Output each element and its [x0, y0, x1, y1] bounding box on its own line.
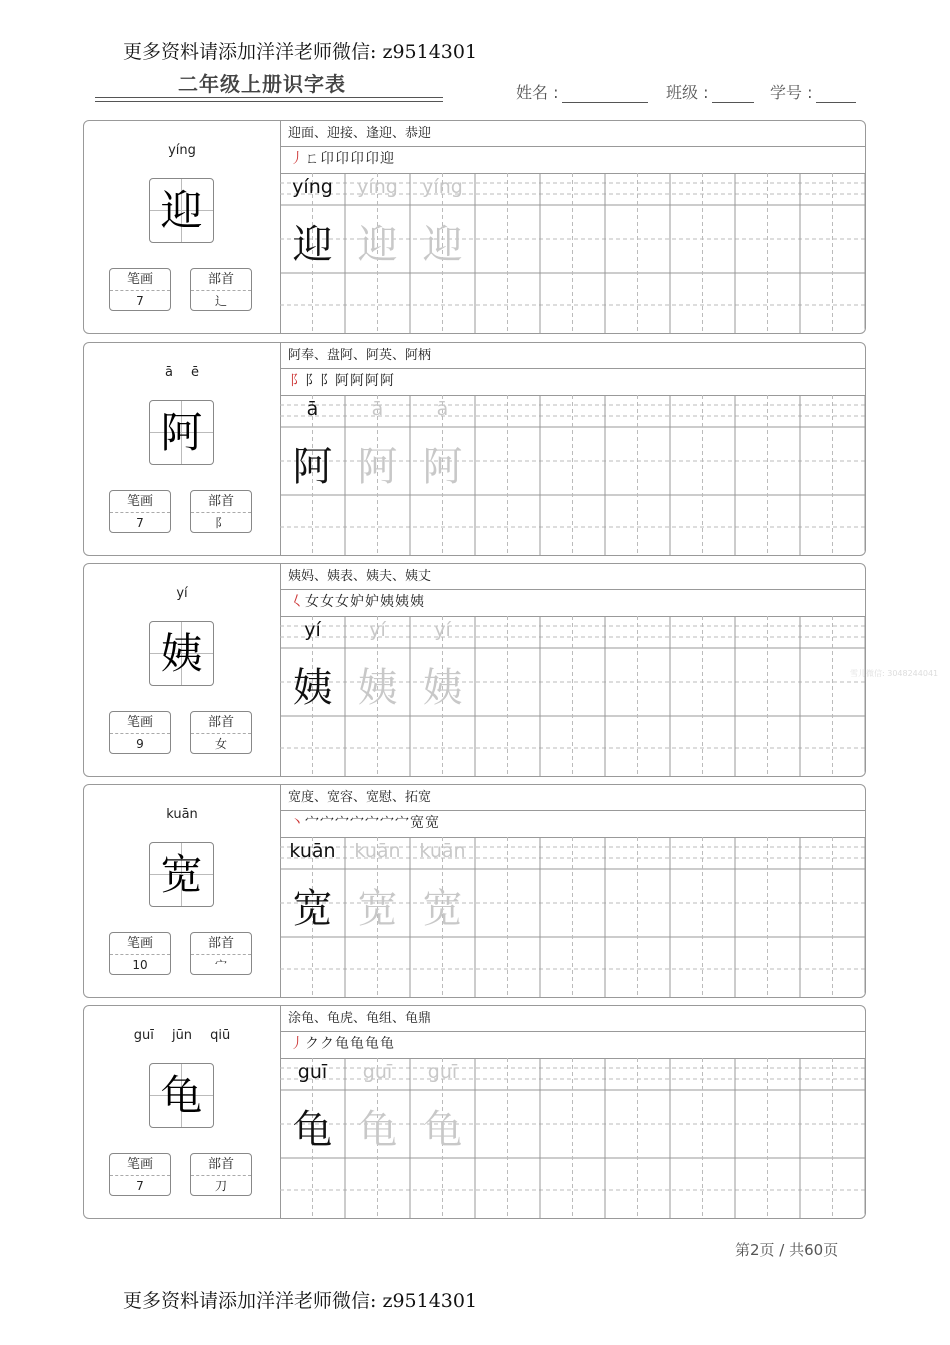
stroke-step: 卬	[365, 151, 380, 167]
stroke-count-label: 笔画	[110, 712, 170, 734]
practice-pinyin: guī	[297, 1061, 328, 1083]
char-display-box	[149, 621, 214, 686]
stroke-step: 龟	[350, 1036, 365, 1052]
stroke-step: 宽	[425, 815, 440, 831]
stroke-step: ク	[320, 1036, 335, 1052]
stroke-step: 姨	[380, 594, 395, 610]
stroke-step: 阿	[365, 373, 380, 389]
practice-pinyin: ā	[436, 398, 449, 420]
char-pinyin: yíng	[168, 143, 196, 158]
stroke-step: ㄈ	[305, 151, 320, 167]
character-card	[83, 342, 866, 556]
stroke-step: 宀	[305, 815, 320, 831]
stroke-step: 女	[305, 594, 320, 610]
practice-char-trace: 龟	[422, 1107, 463, 1153]
stroke-step: 阝	[290, 373, 305, 389]
example-words: 阿奉、盘阿、阿英、阿柄	[280, 343, 865, 369]
stroke-step: 龟	[380, 1036, 395, 1052]
char-pinyin: kuān	[166, 807, 198, 822]
radical-box	[190, 711, 252, 754]
practice-char-model: 龟	[292, 1107, 333, 1153]
char-pinyin: ā ē	[164, 365, 200, 380]
stroke-step: 龟	[365, 1036, 380, 1052]
practice-char-model: 姨	[292, 665, 333, 711]
practice-char-trace: 宽	[422, 886, 463, 932]
stroke-count-value: 10	[132, 958, 148, 972]
radical-label: 部首	[191, 1154, 251, 1176]
stroke-step: 女	[335, 594, 350, 610]
char-display-box	[149, 1063, 214, 1128]
stroke-step: 𡿨	[290, 594, 305, 610]
radical-value: 女	[214, 737, 227, 751]
practice-pinyin: kuān	[289, 840, 336, 862]
card-info-panel	[84, 785, 281, 997]
card-info-panel	[84, 564, 281, 776]
stroke-count-label: 笔画	[110, 933, 170, 955]
practice-char-model: 迎	[292, 222, 333, 268]
stroke-step: 卬	[320, 151, 335, 167]
practice-pinyin: ā	[306, 398, 319, 420]
stroke-step: 丿	[290, 1036, 305, 1052]
id-blank[interactable]	[816, 86, 856, 103]
char-pinyin: yí	[176, 586, 188, 601]
page-title: 二年级上册识字表	[178, 72, 346, 96]
stroke-step: 阿	[335, 373, 350, 389]
stroke-step: 姨	[395, 594, 410, 610]
stroke-step: 龟	[335, 1036, 350, 1052]
class-label: 班级 :	[666, 83, 709, 102]
stroke-count-box	[109, 268, 171, 311]
practice-char-trace: 迎	[422, 222, 463, 268]
class-blank[interactable]	[712, 86, 754, 103]
watermark: 雪儿微信: 3048244041	[850, 669, 939, 678]
practice-char-trace: 迎	[357, 222, 398, 268]
example-words: 姨妈、姨表、姨夫、姨丈	[280, 564, 865, 590]
stroke-step: 姨	[410, 594, 425, 610]
radical-box	[190, 490, 252, 533]
practice-panel	[280, 343, 865, 555]
id-field[interactable]	[770, 80, 856, 103]
stroke-step: ク	[305, 1036, 320, 1052]
example-words: 宽度、宽容、宽慰、拓宽	[280, 785, 865, 811]
page-number: 第2页 / 共60页	[735, 1241, 839, 1259]
stroke-order	[280, 1031, 865, 1059]
stroke-step: 宀	[395, 815, 410, 831]
stroke-step: 妒	[365, 594, 380, 610]
practice-char-trace: 姨	[357, 665, 398, 711]
practice-pinyin: yí	[434, 619, 451, 641]
radical-label: 部首	[191, 712, 251, 734]
stroke-count-label: 笔画	[110, 1154, 170, 1176]
example-words: 迎面、迎接、逢迎、恭迎	[280, 121, 865, 147]
stroke-count-box	[109, 490, 171, 533]
stroke-count-box	[109, 711, 171, 754]
stroke-order	[280, 589, 865, 617]
card-info-panel	[84, 121, 281, 333]
practice-pinyin: ā	[371, 398, 384, 420]
character-card	[83, 784, 866, 998]
id-label: 学号 :	[770, 83, 813, 102]
stroke-step: 卬	[335, 151, 350, 167]
radical-label: 部首	[191, 269, 251, 291]
radical-box	[190, 268, 252, 311]
stroke-count-value: 7	[136, 516, 144, 530]
practice-panel	[280, 1006, 865, 1218]
practice-panel	[280, 785, 865, 997]
char-display: 姨	[160, 629, 203, 678]
radical-label: 部首	[191, 491, 251, 513]
stroke-count-label: 笔画	[110, 491, 170, 513]
practice-pinyin: kuān	[419, 840, 466, 862]
practice-pinyin: yí	[369, 619, 386, 641]
name-blank[interactable]	[562, 86, 648, 103]
practice-pinyin: yíng	[292, 176, 333, 198]
stroke-step: 妒	[350, 594, 365, 610]
title-underline	[95, 97, 443, 98]
stroke-step: 宽	[410, 815, 425, 831]
stroke-count-value: 7	[136, 294, 144, 308]
stroke-step: 阝	[320, 373, 335, 389]
char-display-box	[149, 178, 214, 243]
practice-pinyin: guī	[427, 1061, 458, 1083]
stroke-count-label: 笔画	[110, 269, 170, 291]
radical-box	[190, 932, 252, 975]
promo-banner-top: 更多资料请添加洋洋老师微信: z9514301	[123, 41, 478, 63]
practice-panel	[280, 564, 865, 776]
card-info-panel	[84, 1006, 281, 1218]
character-card	[83, 120, 866, 334]
practice-char-trace: 宽	[357, 886, 398, 932]
char-display: 宽	[160, 850, 203, 899]
practice-panel	[280, 121, 865, 333]
practice-pinyin: yíng	[422, 176, 463, 198]
stroke-step: 阝	[305, 373, 320, 389]
radical-value: 阝	[214, 516, 227, 530]
stroke-count-box	[109, 1153, 171, 1196]
stroke-count-value: 9	[136, 737, 144, 751]
char-display: 阿	[160, 408, 203, 457]
stroke-step: 阿	[350, 373, 365, 389]
stroke-step: 阿	[380, 373, 395, 389]
stroke-step: 女	[320, 594, 335, 610]
char-display-box	[149, 400, 214, 465]
char-display-box	[149, 842, 214, 907]
stroke-count-value: 7	[136, 1179, 144, 1193]
radical-value: 宀	[214, 958, 227, 972]
stroke-step: 宀	[350, 815, 365, 831]
practice-char-model: 阿	[292, 444, 333, 490]
stroke-step: 丶	[290, 815, 305, 831]
radical-label: 部首	[191, 933, 251, 955]
char-pinyin: guī jūn qiū	[133, 1028, 231, 1043]
stroke-step: 宀	[320, 815, 335, 831]
stroke-count-box	[109, 932, 171, 975]
radical-value: 刀	[214, 1179, 227, 1193]
practice-char-trace: 阿	[357, 444, 398, 490]
practice-char-model: 宽	[292, 886, 333, 932]
name-label: 姓名 :	[516, 83, 559, 102]
character-card	[83, 1005, 866, 1219]
example-words: 涂龟、龟虎、龟组、龟鼎	[280, 1006, 865, 1032]
promo-banner-bottom: 更多资料请添加洋洋老师微信: z9514301	[123, 1290, 478, 1312]
stroke-step: 宀	[365, 815, 380, 831]
stroke-step: 迎	[380, 151, 395, 167]
stroke-step: 卬	[350, 151, 365, 167]
practice-pinyin: yíng	[357, 176, 398, 198]
radical-box	[190, 1153, 252, 1196]
character-card	[83, 563, 866, 777]
stroke-order	[280, 810, 865, 838]
practice-char-trace: 龟	[357, 1107, 398, 1153]
stroke-step: 丿	[290, 151, 305, 167]
name-field[interactable]	[516, 80, 648, 103]
title-underline	[95, 101, 443, 102]
class-field[interactable]	[666, 80, 754, 103]
practice-pinyin: yí	[304, 619, 321, 641]
char-display: 龟	[160, 1071, 203, 1120]
practice-pinyin: kuān	[354, 840, 401, 862]
char-display: 迎	[160, 186, 203, 235]
practice-char-trace: 姨	[422, 665, 463, 711]
radical-value: 辶	[214, 294, 227, 308]
card-info-panel	[84, 343, 281, 555]
stroke-order	[280, 146, 865, 174]
stroke-step: 宀	[335, 815, 350, 831]
practice-char-trace: 阿	[422, 444, 463, 490]
practice-pinyin: guī	[362, 1061, 393, 1083]
stroke-step: 宀	[380, 815, 395, 831]
stroke-order	[280, 368, 865, 396]
